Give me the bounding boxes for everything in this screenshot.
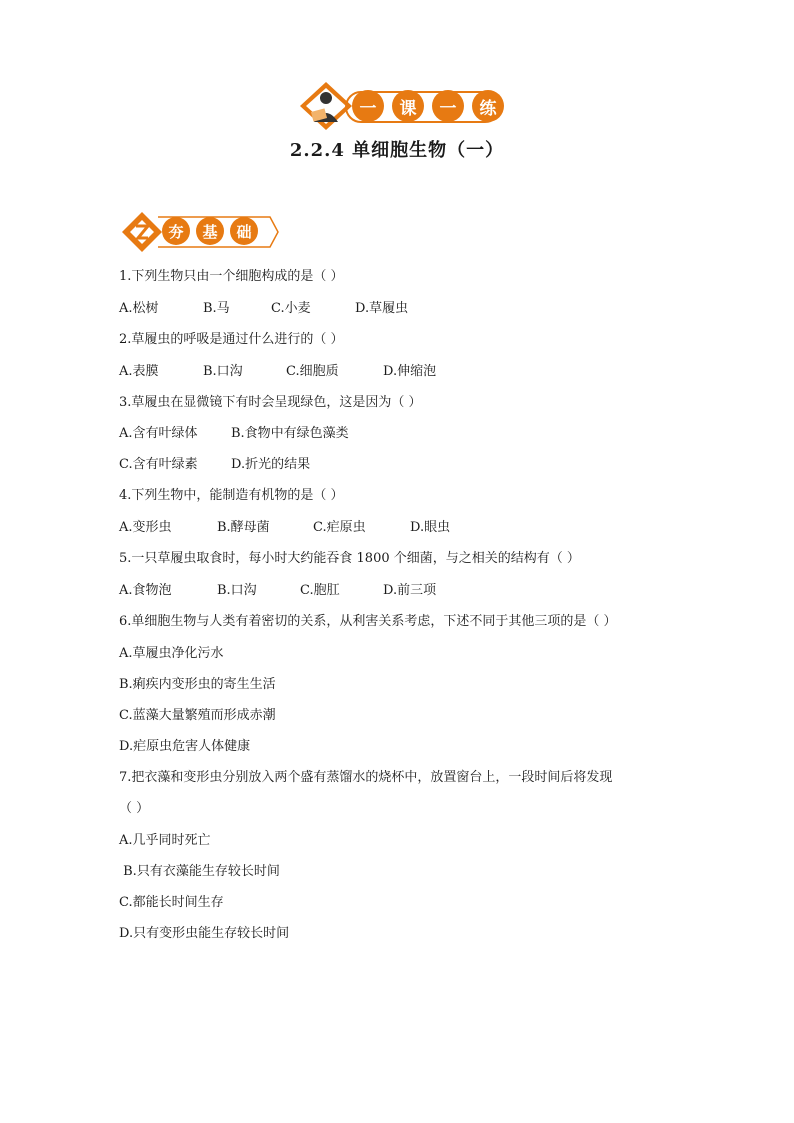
question-stem: 3.草履虫在显微镜下有时会呈现绿色，这是因为（ ）: [119, 395, 422, 410]
option: A.变形虫: [119, 520, 172, 535]
banner-char: 练: [472, 90, 504, 122]
section-char: 础: [230, 217, 258, 245]
option-row: [119, 738, 250, 756]
option: D.前三项: [383, 583, 437, 598]
banner-char: 一: [432, 90, 464, 122]
question-stem: 5.一只草履虫取食时，每小时大约能吞食 1800 个细菌，与之相关的结构有（ ）: [119, 551, 580, 566]
option: A.表膜: [119, 364, 159, 379]
option-row: [119, 363, 436, 381]
option-row: [119, 863, 280, 881]
option-row: [119, 300, 408, 318]
option: A.几乎同时死亡: [119, 833, 211, 848]
question-stem-cont: （ ）: [119, 801, 150, 816]
option: B.只有衣藻能生存较长时间: [119, 864, 280, 879]
option: B.酵母菌: [217, 520, 270, 535]
option: B.口沟: [217, 583, 257, 598]
question-stem: 4.下列生物中，能制造有机物的是（ ）: [119, 488, 344, 503]
option: A.松树: [119, 301, 159, 316]
option: C.胞肛: [300, 583, 340, 598]
page-title: 2.2.4 单细胞生物（一）: [289, 140, 505, 161]
option: C.含有叶绿素: [119, 457, 198, 472]
option: C.都能长时间生存: [119, 895, 224, 910]
option-row: [119, 645, 224, 663]
section-header: [120, 209, 280, 255]
option-row: [119, 832, 211, 850]
option: D.眼虫: [410, 520, 451, 535]
option: D.草履虫: [355, 301, 409, 316]
option: D.疟原虫危害人体健康: [119, 739, 251, 754]
option: D.折光的结果: [231, 457, 311, 472]
lesson-banner: [292, 80, 504, 132]
option-row: [119, 894, 224, 912]
option: B.痢疾内变形虫的寄生生活: [119, 677, 276, 692]
banner-char: 课: [392, 90, 424, 122]
question-stem: 7.把衣藻和变形虫分别放入两个盛有蒸馏水的烧杯中，放置窗台上，一段时间后将发现: [119, 770, 613, 785]
question-stem: 2.草履虫的呼吸是通过什么进行的（ ）: [119, 332, 344, 347]
option: C.疟原虫: [313, 520, 366, 535]
option: A.草履虫净化污水: [119, 646, 224, 661]
option: D.只有变形虫能生存较长时间: [119, 926, 290, 941]
option-row: [119, 519, 450, 537]
question-stem: 6.单细胞生物与人类有着密切的关系，从利害关系考虑，下述不同于其他三项的是（ ）: [119, 614, 617, 629]
option: B.口沟: [203, 364, 243, 379]
option: B.食物中有绿色藻类: [231, 426, 349, 441]
option: C.蓝藻大量繁殖而形成赤潮: [119, 708, 276, 723]
option-row: [119, 707, 276, 725]
banner-char: 一: [352, 90, 384, 122]
section-char: 夯: [162, 217, 190, 245]
option-row: [119, 582, 436, 600]
option-row: [119, 676, 276, 694]
option-row: [119, 456, 310, 474]
section-char: 基: [196, 217, 224, 245]
option-row: [119, 425, 349, 443]
option: B.马: [203, 301, 230, 316]
question-stem: 1.下列生物只由一个细胞构成的是（ ）: [119, 269, 344, 284]
option: A.含有叶绿体: [119, 426, 198, 441]
option-row: [119, 925, 289, 943]
option: D.伸缩泡: [383, 364, 437, 379]
option: C.细胞质: [286, 364, 339, 379]
option: C.小麦: [271, 301, 311, 316]
option: A.食物泡: [119, 583, 172, 598]
